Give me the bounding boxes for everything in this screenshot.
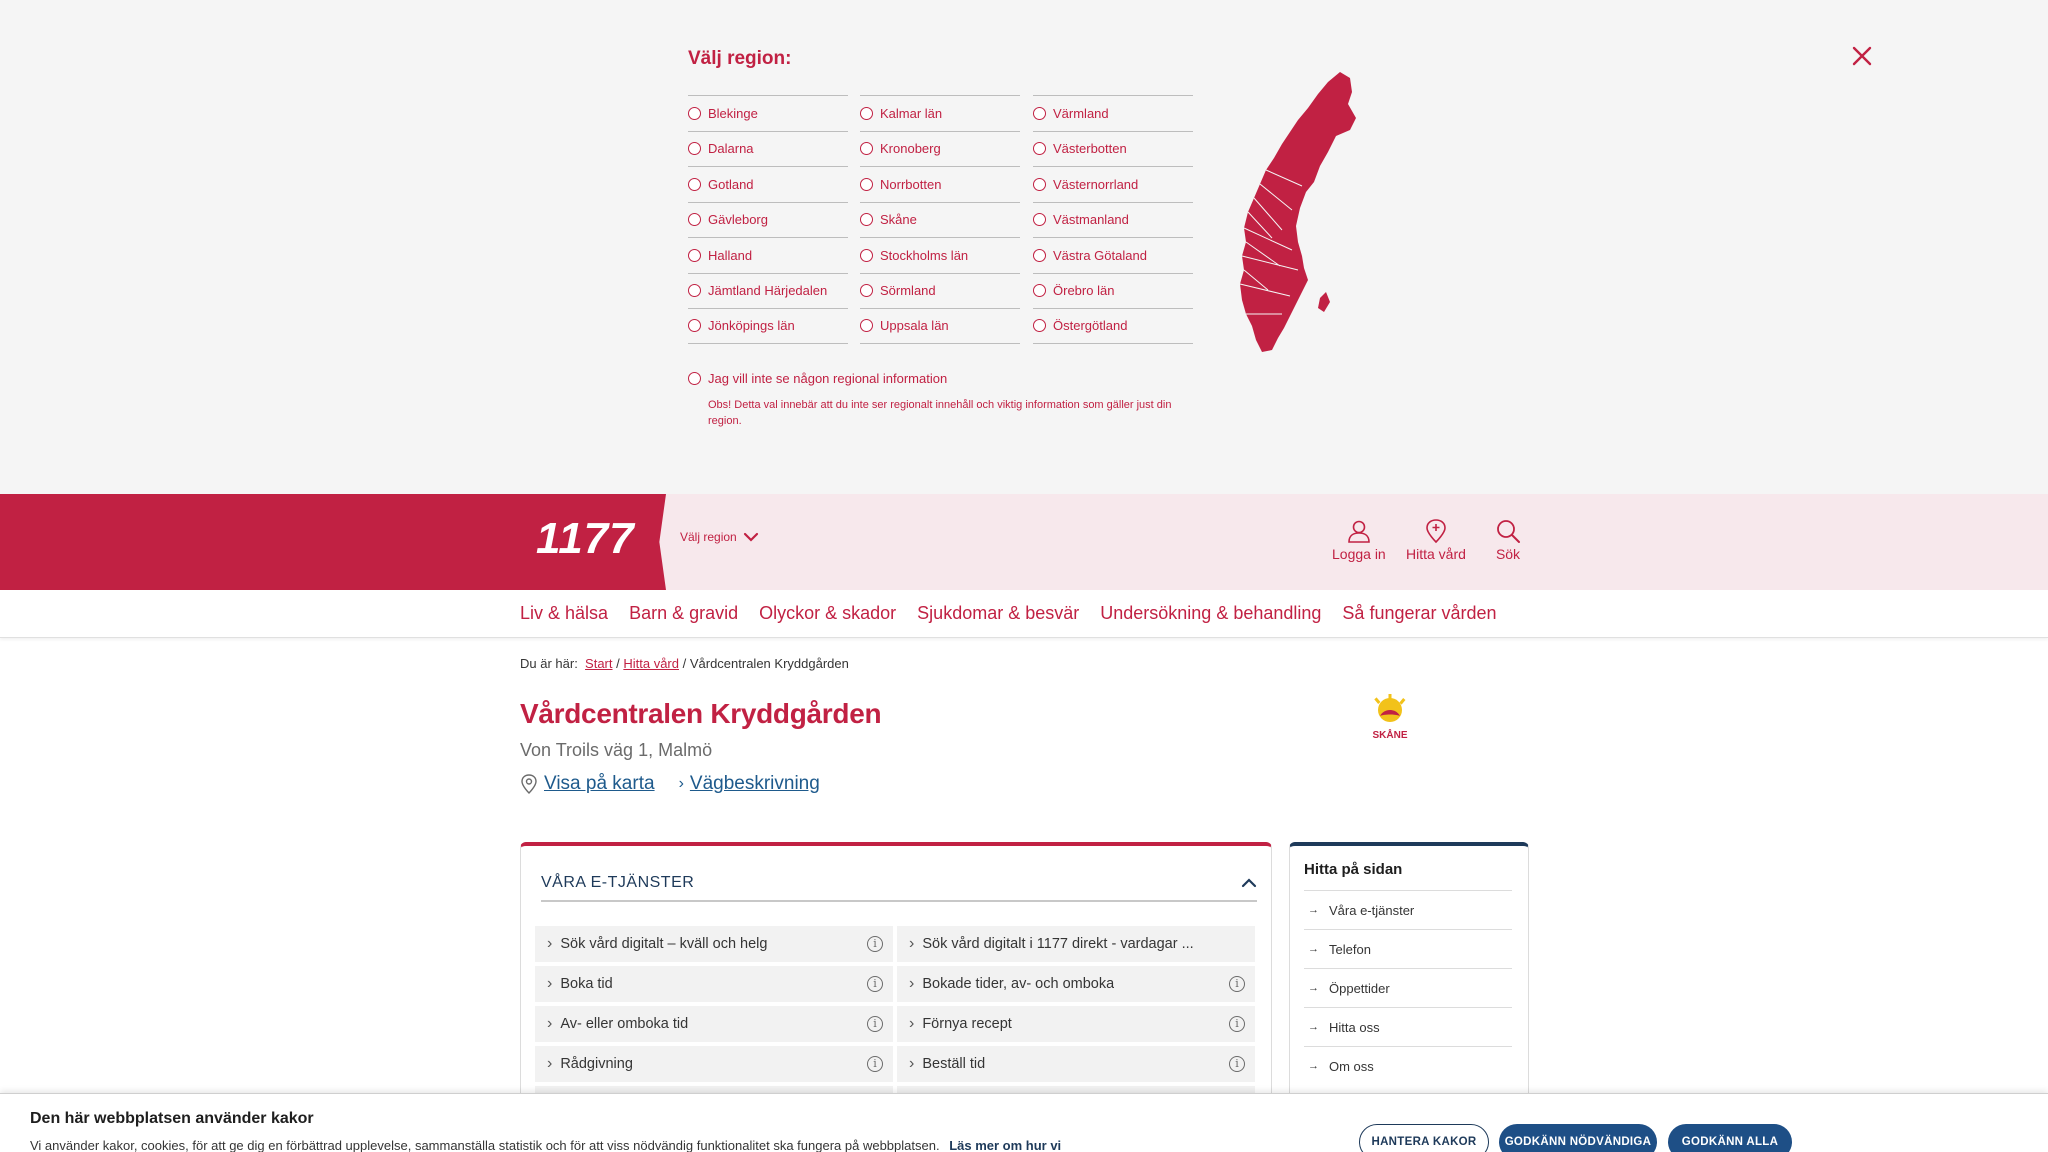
manage-cookies-button[interactable]: HANTERA KAKOR xyxy=(1359,1124,1489,1152)
region-option[interactable] xyxy=(860,273,1020,309)
region-option-label: Gävleborg xyxy=(708,212,768,228)
region-option-label: Halland xyxy=(708,247,753,263)
region-select-button[interactable] xyxy=(680,530,759,544)
region-column-3 xyxy=(1033,95,1193,344)
region-option-label: Kalmar län xyxy=(880,105,943,121)
toc-item-about-us[interactable]: → Om oss xyxy=(1304,1046,1512,1085)
find-care-label: Hitta vård xyxy=(1406,546,1466,562)
no-region-option[interactable] xyxy=(688,371,947,386)
region-option-label: Kronoberg xyxy=(880,141,941,157)
radio-icon[interactable] xyxy=(1033,107,1046,120)
region-option[interactable] xyxy=(860,131,1020,167)
toc-item-opening-hours[interactable]: → Öppettider xyxy=(1304,968,1512,1007)
radio-icon[interactable] xyxy=(1033,249,1046,262)
region-option[interactable] xyxy=(1033,166,1193,202)
radio-icon[interactable] xyxy=(688,249,701,262)
breadcrumb-start-link[interactable]: Start xyxy=(585,656,613,671)
search-label: Sök xyxy=(1495,546,1521,562)
close-icon[interactable] xyxy=(1848,42,1876,70)
region-option[interactable] xyxy=(1033,237,1193,273)
map-pin-icon xyxy=(520,774,538,794)
eservices-toggle[interactable] xyxy=(541,866,1257,902)
info-icon[interactable]: i xyxy=(867,1016,883,1032)
cookie-title: Den här webbplatsen använder kakor xyxy=(30,1110,314,1127)
site-logo[interactable]: 1177 xyxy=(536,514,635,563)
search-icon xyxy=(1495,518,1521,544)
login-label: Logga in xyxy=(1332,546,1386,562)
region-option[interactable] xyxy=(688,202,848,238)
region-option[interactable] xyxy=(1033,131,1193,167)
region-option[interactable] xyxy=(860,166,1020,202)
nav-item-olyckor-skador[interactable]: Olyckor & skador xyxy=(759,603,897,623)
info-icon[interactable]: i xyxy=(1229,976,1245,992)
region-option[interactable] xyxy=(688,131,848,167)
region-option[interactable] xyxy=(688,166,848,202)
radio-icon[interactable] xyxy=(1033,213,1046,226)
info-icon[interactable]: i xyxy=(1229,1016,1245,1032)
breadcrumb-prefix: Du är här: xyxy=(520,656,578,671)
nav-item-undersokning-behandling[interactable]: Undersökning & behandling xyxy=(1100,603,1322,623)
eservice-label: › Boka tid xyxy=(547,975,613,993)
region-skane-logo xyxy=(1362,694,1418,742)
region-option[interactable] xyxy=(860,95,1020,131)
search-button[interactable] xyxy=(1495,518,1521,562)
radio-icon[interactable] xyxy=(688,319,701,332)
region-select-label: Välj region xyxy=(680,530,737,544)
radio-icon[interactable] xyxy=(688,284,701,297)
region-option-label: Jönköpings län xyxy=(708,318,795,334)
location-pin-icon xyxy=(1423,518,1449,544)
radio-icon[interactable] xyxy=(688,372,701,385)
region-option-label: Dalarna xyxy=(708,141,754,157)
login-button[interactable] xyxy=(1332,518,1386,562)
region-option-label: Västernorrland xyxy=(1053,176,1139,192)
page-title: Vårdcentralen Kryddgården xyxy=(520,698,882,729)
region-option-label: Sörmland xyxy=(880,283,936,299)
info-icon[interactable]: i xyxy=(867,976,883,992)
chevron-down-icon xyxy=(743,532,759,542)
clinic-address: Von Troils väg 1, Malmö xyxy=(520,740,713,760)
eservice-label: › Beställ tid xyxy=(909,1055,985,1073)
region-option[interactable] xyxy=(1033,202,1193,238)
breadcrumb-find-care-link[interactable]: Hitta vård xyxy=(623,656,679,671)
eservice-label: › Sök vård digitalt i 1177 direkt - vardagar ... xyxy=(909,935,1194,953)
region-column-1 xyxy=(688,95,848,344)
region-option-label: Värmland xyxy=(1053,105,1109,121)
nav-item-barn-gravid[interactable]: Barn & gravid xyxy=(629,603,739,623)
region-column-2 xyxy=(860,95,1020,344)
radio-icon[interactable] xyxy=(860,213,873,226)
radio-icon[interactable] xyxy=(688,142,701,155)
radio-icon[interactable] xyxy=(1033,178,1046,191)
nav-item-liv-halsa[interactable]: Liv & hälsa xyxy=(520,603,609,623)
region-option[interactable] xyxy=(688,237,848,273)
region-option[interactable] xyxy=(1033,95,1193,131)
cookie-description: Vi använder kakor, cookies, för att ge dig en förbättrad upplevelse, sammanställa statistik och för att viss nödvändig funktionalitet ska fungera på webbplatsen. xyxy=(30,1138,940,1152)
info-icon[interactable]: i xyxy=(867,1056,883,1072)
eservice-label: › Rådgivning xyxy=(547,1055,633,1073)
region-option[interactable] xyxy=(688,95,848,131)
breadcrumb-current: Vårdcentralen Kryddgården xyxy=(689,656,849,671)
cookie-banner xyxy=(0,1093,2048,1152)
radio-icon[interactable] xyxy=(1033,284,1046,297)
eservice-item[interactable] xyxy=(897,1006,1255,1042)
page-toc-title: Hitta på sidan xyxy=(1304,861,1403,878)
radio-icon[interactable] xyxy=(860,284,873,297)
region-option[interactable] xyxy=(860,237,1020,273)
region-logo-text: SKÅNE xyxy=(1372,730,1408,741)
region-option-label: Stockholms län xyxy=(880,247,969,263)
location-links xyxy=(520,773,820,795)
toc-item-e-services[interactable]: → Våra e-tjänster xyxy=(1304,890,1512,929)
site-header xyxy=(0,494,2048,590)
eservice-item[interactable] xyxy=(897,926,1255,962)
eservice-item[interactable] xyxy=(535,926,893,962)
region-option[interactable] xyxy=(688,308,848,344)
radio-icon[interactable] xyxy=(860,319,873,332)
region-option-label: Norrbotten xyxy=(880,176,942,192)
region-option-label: Västra Götaland xyxy=(1053,247,1147,263)
region-option[interactable] xyxy=(688,273,848,309)
info-icon[interactable]: i xyxy=(867,936,883,952)
region-panel xyxy=(0,0,2048,494)
eservice-item[interactable] xyxy=(897,1046,1255,1082)
region-option-label: Uppsala län xyxy=(880,318,949,334)
sweden-map[interactable] xyxy=(1232,70,1362,355)
find-care-button[interactable] xyxy=(1406,518,1466,562)
eservice-item[interactable] xyxy=(535,1006,893,1042)
region-option-label: Östergötland xyxy=(1053,318,1128,334)
eservice-label: › Bokade tider, av- och omboka xyxy=(909,975,1114,993)
main-nav xyxy=(0,590,2048,638)
region-option-label: Jämtland Härjedalen xyxy=(708,283,828,299)
eservice-item[interactable] xyxy=(535,1046,893,1082)
region-panel-title: Välj region: xyxy=(688,48,792,69)
no-region-note: Obs! Detta val innebär att du inte ser regionalt innehåll och viktig information som gäller just din region. xyxy=(708,399,1172,427)
radio-icon[interactable] xyxy=(688,178,701,191)
region-option[interactable] xyxy=(860,202,1020,238)
radio-icon[interactable] xyxy=(860,249,873,262)
radio-icon[interactable] xyxy=(1033,142,1046,155)
radio-icon[interactable] xyxy=(860,178,873,191)
nav-item-sjukdomar-besvar[interactable]: Sjukdomar & besvär xyxy=(917,603,1080,623)
radio-icon[interactable] xyxy=(1033,319,1046,332)
cookie-text xyxy=(30,1138,1061,1152)
region-option-label: Skåne xyxy=(880,212,917,228)
region-option-label: Blekinge xyxy=(708,105,758,121)
eservices-title: VÅRA E-TJÄNSTER xyxy=(541,874,695,891)
toc-item-phone[interactable]: → Telefon xyxy=(1304,929,1512,968)
radio-icon[interactable] xyxy=(688,107,701,120)
nav-item-sa-fungerar-varden[interactable]: Så fungerar vården xyxy=(1342,603,1497,623)
cookie-read-more-link[interactable]: Läs mer om hur vi xyxy=(949,1138,1062,1152)
chevron-right-icon: › xyxy=(678,775,684,792)
user-icon xyxy=(1346,518,1372,544)
region-option[interactable] xyxy=(860,308,1020,344)
region-option-label: Gotland xyxy=(708,176,754,192)
eservice-item[interactable] xyxy=(897,966,1255,1002)
eservice-label: › Sök vård digitalt – kväll och helg xyxy=(547,935,767,953)
chevron-up-icon xyxy=(1241,878,1257,888)
region-option[interactable] xyxy=(1033,308,1193,344)
show-on-map-link[interactable]: Visa på karta xyxy=(544,773,655,794)
eservice-label: › Av- eller omboka tid xyxy=(547,1015,688,1033)
accept-all-button[interactable]: GODKÄNN ALLA xyxy=(1668,1124,1792,1152)
directions-link[interactable]: Vägbeskrivning xyxy=(689,773,820,794)
toc-item-find-us[interactable]: → Hitta oss xyxy=(1304,1007,1512,1046)
radio-icon[interactable] xyxy=(688,213,701,226)
eservice-item[interactable] xyxy=(535,966,893,1002)
breadcrumb: Du är här: Start / Hitta vård / Vårdcentralen Kryddgården xyxy=(520,656,849,671)
no-region-label: Jag vill inte se någon regional information xyxy=(708,371,948,386)
region-option-label: Västerbotten xyxy=(1053,141,1127,157)
region-option-label: Västmanland xyxy=(1053,212,1129,228)
accept-necessary-button[interactable]: GODKÄNN NÖDVÄNDIGA xyxy=(1499,1124,1657,1152)
eservice-label: › Förnya recept xyxy=(909,1015,1012,1033)
radio-icon[interactable] xyxy=(860,107,873,120)
radio-icon[interactable] xyxy=(860,142,873,155)
info-icon[interactable]: i xyxy=(1229,1056,1245,1072)
region-option[interactable] xyxy=(1033,273,1193,309)
region-option-label: Örebro län xyxy=(1053,283,1115,299)
